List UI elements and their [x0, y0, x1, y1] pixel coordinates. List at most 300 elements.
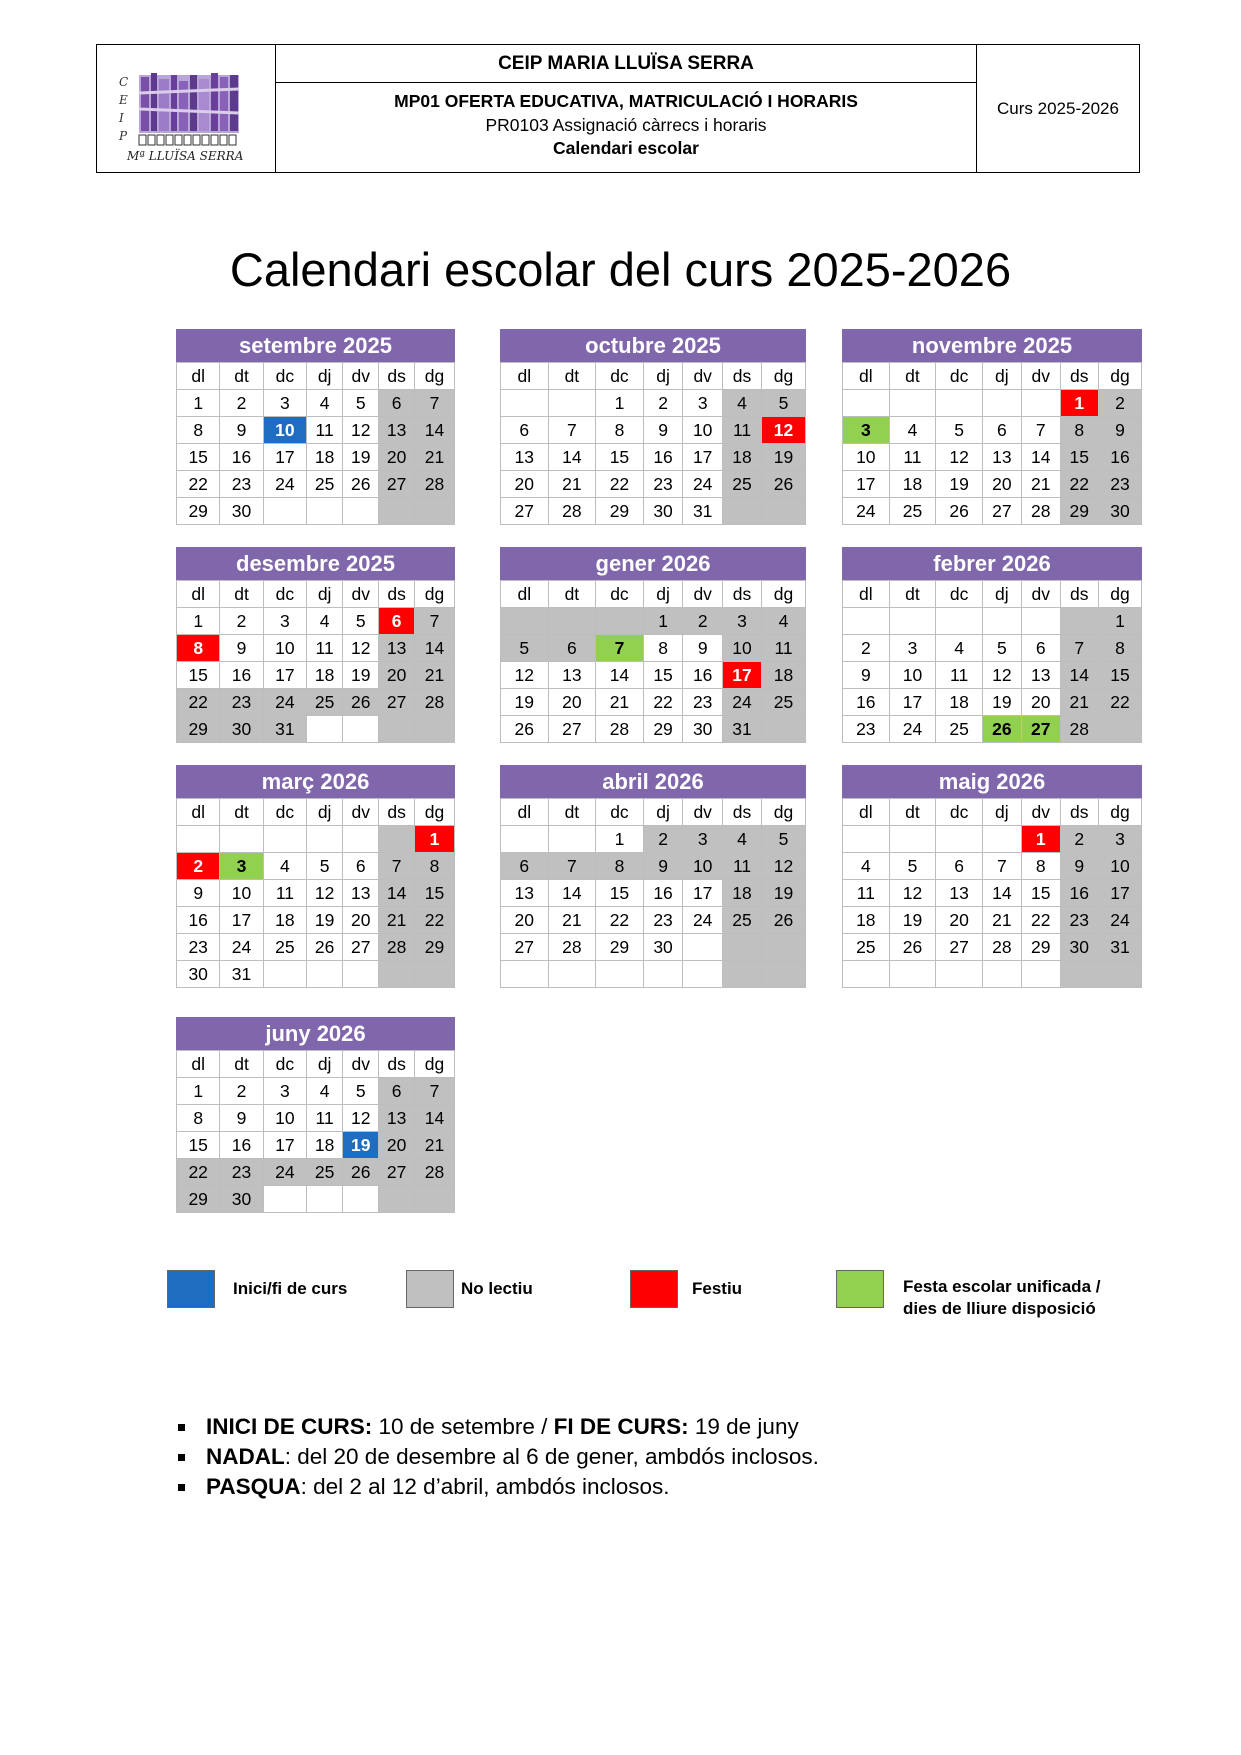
- empty-cell: [1021, 608, 1060, 635]
- day-cell: 21: [414, 444, 454, 471]
- weekday-label: ds: [723, 363, 762, 390]
- day-cell: 23: [220, 689, 263, 716]
- empty-cell: [548, 390, 596, 417]
- weekday-label: dg: [762, 799, 806, 826]
- day-cell: 24: [683, 471, 723, 498]
- weekday-label: dc: [936, 363, 983, 390]
- day-cell: 14: [414, 635, 454, 662]
- day-cell: 28: [548, 498, 596, 525]
- day-cell: 26: [343, 471, 379, 498]
- empty-cell: [379, 498, 415, 525]
- empty-cell: [414, 716, 454, 743]
- note-label: NADAL: [206, 1444, 285, 1469]
- weekday-label: dv: [683, 799, 723, 826]
- day-cell: 1: [1060, 390, 1098, 417]
- day-cell: 16: [843, 689, 890, 716]
- day-cell: 27: [501, 934, 549, 961]
- day-cell: 6: [501, 417, 549, 444]
- weekday-label: dg: [1098, 363, 1141, 390]
- day-cell: 16: [1060, 880, 1098, 907]
- day-cell: 7: [548, 853, 596, 880]
- day-cell: 26: [762, 907, 806, 934]
- day-cell: 9: [1060, 853, 1098, 880]
- day-cell: 23: [220, 471, 263, 498]
- day-cell: 12: [343, 635, 379, 662]
- day-cell: 2: [177, 853, 220, 880]
- weekday-label: dt: [548, 799, 596, 826]
- day-cell: 30: [1098, 498, 1141, 525]
- empty-cell: [343, 1186, 379, 1213]
- day-cell: 19: [343, 1132, 379, 1159]
- day-cell: 7: [414, 1078, 454, 1105]
- weekday-label: dl: [501, 581, 549, 608]
- document-name: Calendari escolar: [553, 138, 699, 158]
- empty-cell: [936, 826, 983, 853]
- note-item: [176, 1442, 819, 1472]
- weekday-label: dl: [501, 799, 549, 826]
- day-cell: 3: [683, 390, 723, 417]
- legend-swatch: [836, 1270, 884, 1308]
- day-cell: 12: [343, 417, 379, 444]
- empty-cell: [982, 608, 1021, 635]
- day-cell: 20: [501, 907, 549, 934]
- day-cell: 31: [220, 961, 263, 988]
- weekday-label: ds: [723, 581, 762, 608]
- empty-cell: [762, 498, 806, 525]
- day-cell: 15: [596, 444, 644, 471]
- day-cell: 17: [683, 880, 723, 907]
- legend-label: Festa escolar unificada / dies de lliure disposició: [903, 1277, 1101, 1318]
- document-header: [96, 44, 1140, 173]
- day-cell: 3: [889, 635, 936, 662]
- day-cell: 28: [1021, 498, 1060, 525]
- day-cell: 27: [501, 498, 549, 525]
- day-cell: 8: [1060, 417, 1098, 444]
- weekday-label: dg: [414, 799, 454, 826]
- legend-swatch: [167, 1270, 215, 1308]
- school-name: CEIP MARIA LLUÏSA SERRA: [275, 45, 977, 83]
- day-cell: 7: [596, 635, 644, 662]
- day-cell: 20: [1021, 689, 1060, 716]
- day-cell: 26: [343, 1159, 379, 1186]
- weekday-label: dv: [1021, 799, 1060, 826]
- day-cell: 29: [177, 716, 220, 743]
- empty-cell: [379, 1186, 415, 1213]
- day-cell: 18: [723, 444, 762, 471]
- empty-cell: [379, 961, 415, 988]
- day-cell: 17: [263, 662, 306, 689]
- day-cell: 20: [982, 471, 1021, 498]
- day-cell: 4: [723, 390, 762, 417]
- weekday-label: dt: [220, 363, 263, 390]
- day-cell: 13: [379, 1105, 415, 1132]
- day-cell: 5: [343, 608, 379, 635]
- day-cell: 24: [263, 689, 306, 716]
- day-cell: 20: [379, 444, 415, 471]
- day-cell: 1: [1098, 608, 1141, 635]
- month-name: octubre 2025: [500, 329, 806, 362]
- empty-cell: [1060, 608, 1098, 635]
- day-cell: 24: [723, 689, 762, 716]
- day-cell: 18: [723, 880, 762, 907]
- day-cell: 1: [596, 390, 644, 417]
- empty-cell: [843, 608, 890, 635]
- empty-cell: [414, 1186, 454, 1213]
- empty-cell: [889, 826, 936, 853]
- day-cell: 18: [307, 444, 343, 471]
- day-cell: 2: [220, 608, 263, 635]
- day-cell: 13: [1021, 662, 1060, 689]
- empty-cell: [889, 961, 936, 988]
- day-cell: 3: [683, 826, 723, 853]
- weekday-label: dj: [982, 363, 1021, 390]
- day-cell: 6: [379, 608, 415, 635]
- note-text: 10 de setembre /: [372, 1414, 554, 1439]
- weekday-label: ds: [1060, 581, 1098, 608]
- day-cell: 16: [177, 907, 220, 934]
- day-cell: 13: [936, 880, 983, 907]
- logo-drawing: [137, 69, 241, 149]
- day-cell: 27: [936, 934, 983, 961]
- empty-cell: [1098, 961, 1141, 988]
- month-calendar: [176, 765, 455, 988]
- day-cell: 28: [379, 934, 415, 961]
- day-cell: 24: [683, 907, 723, 934]
- empty-cell: [307, 961, 343, 988]
- empty-cell: [762, 961, 806, 988]
- empty-cell: [379, 716, 415, 743]
- day-cell: 21: [414, 662, 454, 689]
- day-cell: 19: [889, 907, 936, 934]
- day-cell: 20: [379, 1132, 415, 1159]
- day-cell: 2: [683, 608, 723, 635]
- day-cell: 16: [643, 880, 683, 907]
- day-cell: 22: [1060, 471, 1098, 498]
- day-cell: 14: [1060, 662, 1098, 689]
- weekday-label: ds: [379, 799, 415, 826]
- weekday-label: dj: [643, 363, 683, 390]
- weekday-label: dl: [843, 363, 890, 390]
- day-cell: 4: [307, 608, 343, 635]
- day-cell: 15: [1098, 662, 1141, 689]
- day-cell: 13: [982, 444, 1021, 471]
- weekday-label: dl: [843, 581, 890, 608]
- day-cell: 22: [177, 689, 220, 716]
- empty-cell: [843, 961, 890, 988]
- day-cell: 5: [343, 390, 379, 417]
- month-name: novembre 2025: [842, 329, 1142, 362]
- day-cell: 23: [643, 471, 683, 498]
- course-label: Curs 2025-2026: [976, 45, 1139, 172]
- note-item: [176, 1472, 819, 1502]
- day-cell: 12: [982, 662, 1021, 689]
- month-name: febrer 2026: [842, 547, 1142, 580]
- weekday-label: dj: [643, 581, 683, 608]
- empty-cell: [307, 1186, 343, 1213]
- day-cell: 10: [1098, 853, 1141, 880]
- day-cell: 18: [936, 689, 983, 716]
- day-cell: 20: [379, 662, 415, 689]
- day-cell: 1: [177, 608, 220, 635]
- day-cell: 28: [414, 689, 454, 716]
- day-cell: 30: [220, 498, 263, 525]
- day-cell: 9: [220, 1105, 263, 1132]
- day-cell: 1: [1021, 826, 1060, 853]
- day-cell: 13: [548, 662, 596, 689]
- weekday-label: dj: [982, 799, 1021, 826]
- day-cell: 31: [1098, 934, 1141, 961]
- day-cell: 27: [548, 716, 596, 743]
- day-cell: 25: [723, 907, 762, 934]
- day-cell: 19: [936, 471, 983, 498]
- day-cell: 11: [762, 635, 806, 662]
- day-cell: 3: [220, 853, 263, 880]
- day-cell: 8: [414, 853, 454, 880]
- day-cell: 8: [177, 417, 220, 444]
- day-cell: 22: [1098, 689, 1141, 716]
- day-cell: 29: [643, 716, 683, 743]
- legend-swatch: [630, 1270, 678, 1308]
- empty-cell: [723, 961, 762, 988]
- procedure-line: PR0103 Assignació càrrecs i horaris: [485, 115, 767, 135]
- weekday-label: dg: [762, 581, 806, 608]
- day-cell: 28: [414, 471, 454, 498]
- day-cell: 12: [889, 880, 936, 907]
- day-cell: 15: [1060, 444, 1098, 471]
- day-cell: 10: [263, 635, 306, 662]
- empty-cell: [220, 826, 263, 853]
- empty-cell: [596, 961, 644, 988]
- day-cell: 6: [379, 1078, 415, 1105]
- day-cell: 30: [1060, 934, 1098, 961]
- day-cell: 8: [177, 635, 220, 662]
- day-cell: 5: [762, 390, 806, 417]
- day-cell: 27: [343, 934, 379, 961]
- day-cell: 29: [596, 498, 644, 525]
- day-cell: 16: [220, 444, 263, 471]
- day-cell: 9: [220, 635, 263, 662]
- day-cell: 28: [548, 934, 596, 961]
- day-cell: 31: [683, 498, 723, 525]
- day-cell: 23: [843, 716, 890, 743]
- day-cell: 17: [220, 907, 263, 934]
- day-cell: 21: [1060, 689, 1098, 716]
- day-cell: 7: [379, 853, 415, 880]
- empty-cell: [936, 390, 983, 417]
- day-cell: 26: [343, 689, 379, 716]
- day-cell: 14: [379, 880, 415, 907]
- weekday-label: dt: [548, 581, 596, 608]
- weekday-label: dv: [343, 799, 379, 826]
- empty-cell: [936, 961, 983, 988]
- day-cell: 16: [683, 662, 723, 689]
- empty-cell: [1021, 961, 1060, 988]
- day-cell: 19: [982, 689, 1021, 716]
- day-cell: 3: [1098, 826, 1141, 853]
- day-cell: 30: [683, 716, 723, 743]
- day-cell: 17: [263, 1132, 306, 1159]
- day-cell: 19: [343, 662, 379, 689]
- day-cell: 18: [307, 1132, 343, 1159]
- day-cell: 6: [982, 417, 1021, 444]
- weekday-label: dj: [307, 1051, 343, 1078]
- empty-cell: [843, 390, 890, 417]
- day-cell: 25: [723, 471, 762, 498]
- day-cell: 5: [762, 826, 806, 853]
- day-cell: 7: [414, 608, 454, 635]
- empty-cell: [548, 608, 596, 635]
- document-code-block: [275, 82, 977, 172]
- day-cell: 23: [1098, 471, 1141, 498]
- day-cell: 8: [177, 1105, 220, 1132]
- day-cell: 23: [220, 1159, 263, 1186]
- day-cell: 22: [414, 907, 454, 934]
- month-calendar: [500, 329, 806, 525]
- weekday-label: ds: [1060, 363, 1098, 390]
- day-cell: 15: [596, 880, 644, 907]
- day-cell: 11: [843, 880, 890, 907]
- day-cell: 28: [596, 716, 644, 743]
- day-cell: 11: [889, 444, 936, 471]
- month-name: maig 2026: [842, 765, 1142, 798]
- empty-cell: [307, 826, 343, 853]
- day-cell: 10: [220, 880, 263, 907]
- day-cell: 5: [936, 417, 983, 444]
- weekday-label: dl: [177, 363, 220, 390]
- day-cell: 15: [177, 1132, 220, 1159]
- note-label: PASQUA: [206, 1474, 301, 1499]
- process-line: MP01 OFERTA EDUCATIVA, MATRICULACIÓ I HORARIS: [394, 91, 858, 111]
- weekday-label: dc: [936, 581, 983, 608]
- weekday-label: dj: [643, 799, 683, 826]
- day-cell: 7: [1021, 417, 1060, 444]
- day-cell: 21: [548, 907, 596, 934]
- course-notes: [176, 1412, 819, 1502]
- day-cell: 29: [1060, 498, 1098, 525]
- day-cell: 13: [379, 417, 415, 444]
- day-cell: 8: [596, 417, 644, 444]
- day-cell: 25: [762, 689, 806, 716]
- day-cell: 14: [1021, 444, 1060, 471]
- empty-cell: [414, 961, 454, 988]
- day-cell: 14: [596, 662, 644, 689]
- day-cell: 26: [762, 471, 806, 498]
- note-text: : del 20 de desembre al 6 de gener, ambdós inclosos.: [284, 1444, 819, 1469]
- school-logo: [97, 45, 276, 172]
- day-cell: 23: [177, 934, 220, 961]
- empty-cell: [889, 390, 936, 417]
- weekday-label: dg: [414, 363, 454, 390]
- day-cell: 7: [982, 853, 1021, 880]
- legend-swatch: [406, 1270, 454, 1308]
- weekday-label: dl: [843, 799, 890, 826]
- note-label: INICI DE CURS:: [206, 1414, 373, 1439]
- weekday-label: dc: [596, 581, 644, 608]
- day-cell: 27: [379, 471, 415, 498]
- day-cell: 12: [307, 880, 343, 907]
- weekday-label: dt: [220, 1051, 263, 1078]
- day-cell: 4: [762, 608, 806, 635]
- month-calendar: [176, 547, 455, 743]
- day-cell: 14: [548, 880, 596, 907]
- day-cell: 17: [1098, 880, 1141, 907]
- day-cell: 9: [1098, 417, 1141, 444]
- day-cell: 2: [220, 390, 263, 417]
- day-cell: 28: [414, 1159, 454, 1186]
- day-cell: 8: [1098, 635, 1141, 662]
- empty-cell: [723, 934, 762, 961]
- weekday-label: ds: [379, 581, 415, 608]
- day-cell: 15: [643, 662, 683, 689]
- day-cell: 27: [982, 498, 1021, 525]
- weekday-label: dc: [263, 799, 306, 826]
- day-cell: 19: [343, 444, 379, 471]
- weekday-label: dc: [263, 581, 306, 608]
- note-text: 19 de juny: [688, 1414, 799, 1439]
- weekday-label: dj: [307, 363, 343, 390]
- day-cell: 25: [889, 498, 936, 525]
- day-cell: 1: [596, 826, 644, 853]
- day-cell: 6: [343, 853, 379, 880]
- weekday-label: dv: [343, 1051, 379, 1078]
- day-cell: 19: [762, 880, 806, 907]
- day-cell: 13: [501, 444, 549, 471]
- weekday-label: dl: [177, 1051, 220, 1078]
- day-cell: 12: [343, 1105, 379, 1132]
- day-cell: 17: [889, 689, 936, 716]
- day-cell: 9: [843, 662, 890, 689]
- empty-cell: [1021, 390, 1060, 417]
- day-cell: 29: [414, 934, 454, 961]
- day-cell: 25: [307, 689, 343, 716]
- note-item: [176, 1412, 819, 1442]
- day-cell: 31: [723, 716, 762, 743]
- day-cell: 10: [843, 444, 890, 471]
- day-cell: 23: [1060, 907, 1098, 934]
- day-cell: 17: [843, 471, 890, 498]
- logo-name: Mª LLUÏSA SERRA: [127, 149, 244, 163]
- day-cell: 22: [177, 471, 220, 498]
- day-cell: 30: [643, 498, 683, 525]
- day-cell: 6: [501, 853, 549, 880]
- weekday-label: dj: [307, 581, 343, 608]
- day-cell: 25: [263, 934, 306, 961]
- month-calendar: [842, 765, 1142, 988]
- day-cell: 19: [762, 444, 806, 471]
- month-name: desembre 2025: [176, 547, 455, 580]
- weekday-label: dt: [220, 581, 263, 608]
- month-calendar: [500, 765, 806, 988]
- page-title: Calendari escolar del curs 2025-2026: [229, 243, 1012, 296]
- day-cell: 12: [762, 417, 806, 444]
- day-cell: 5: [307, 853, 343, 880]
- empty-cell: [307, 498, 343, 525]
- weekday-label: dc: [936, 799, 983, 826]
- day-cell: 14: [982, 880, 1021, 907]
- day-cell: 9: [683, 635, 723, 662]
- day-cell: 8: [596, 853, 644, 880]
- month-name: setembre 2025: [176, 329, 455, 362]
- day-cell: 2: [220, 1078, 263, 1105]
- day-cell: 10: [263, 417, 306, 444]
- day-cell: 29: [596, 934, 644, 961]
- day-cell: 25: [307, 471, 343, 498]
- day-cell: 23: [643, 907, 683, 934]
- day-cell: 19: [307, 907, 343, 934]
- bullet-icon: [178, 1424, 185, 1431]
- day-cell: 26: [982, 716, 1021, 743]
- weekday-label: ds: [723, 799, 762, 826]
